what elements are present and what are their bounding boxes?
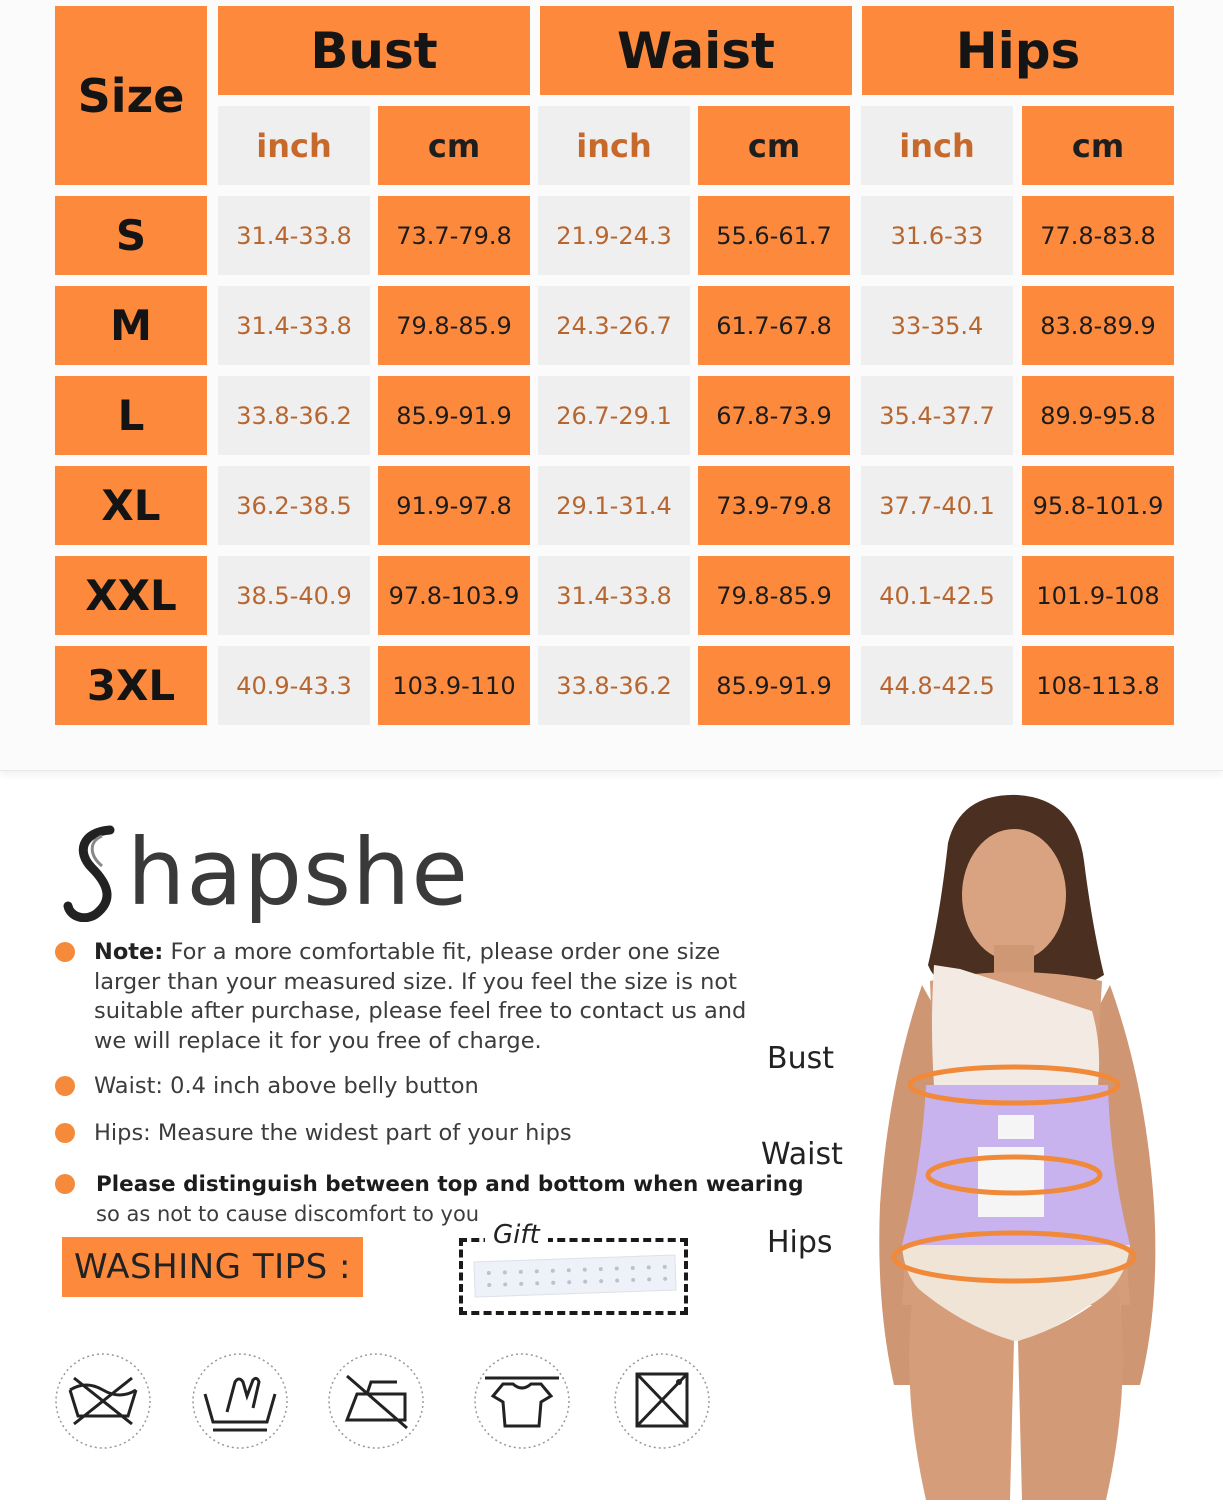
- table-cell: 31.4-33.8: [218, 286, 370, 365]
- note-item-hips: [55, 1119, 572, 1149]
- unit-header-cm: cm: [698, 106, 850, 185]
- table-cell: 33.8-36.2: [218, 376, 370, 455]
- table-cell: 85.9-91.9: [698, 646, 850, 725]
- note-waist: Waist: 0.4 inch above belly button: [94, 1073, 479, 1099]
- table-cell: 40.9-43.3: [218, 646, 370, 725]
- do-not-machine-wash-icon: [54, 1352, 152, 1450]
- unit-header-cm: cm: [378, 106, 530, 185]
- brand-logo: [62, 812, 482, 932]
- size-label: M: [55, 286, 207, 365]
- table-cell: 73.7-79.8: [378, 196, 530, 275]
- bullet-dot-icon: [55, 1076, 75, 1096]
- note-line-3: suitable after purchase, please feel free to contact us and: [94, 998, 747, 1024]
- note-hips: Hips: Measure the widest part of your hips: [94, 1120, 572, 1146]
- note-line-2: larger than your measured size. If you feel the size is not: [94, 968, 737, 995]
- table-cell: 108-113.8: [1022, 646, 1174, 725]
- gift-label: Gift: [485, 1220, 548, 1250]
- table-cell: 89.9-95.8: [1022, 376, 1174, 455]
- bullet-dot-icon: [55, 1174, 75, 1194]
- group-header-waist: Waist: [540, 6, 852, 95]
- unit-header-cm: cm: [1022, 106, 1174, 185]
- hips-label: Hips: [767, 1225, 833, 1260]
- note-distinguish-bold: Please distinguish between top and bottom when wearing: [96, 1172, 804, 1197]
- note-item-sizing: [55, 938, 746, 1056]
- unit-header-inch: inch: [861, 106, 1013, 185]
- bullet-dot-icon: [55, 1123, 75, 1143]
- table-cell: 40.1-42.5: [861, 556, 1013, 635]
- table-cell: 37.7-40.1: [861, 466, 1013, 545]
- table-cell: 95.8-101.9: [1022, 466, 1174, 545]
- note-line-4: we will replace it for you free of charge.: [94, 1027, 542, 1054]
- table-cell: 21.9-24.3: [538, 196, 690, 275]
- note-item-waist: [55, 1072, 479, 1102]
- table-cell: 103.9-110: [378, 646, 530, 725]
- bust-label: Bust: [767, 1041, 834, 1076]
- size-label: 3XL: [55, 646, 207, 725]
- table-cell: 31.4-33.8: [538, 556, 690, 635]
- table-cell: 44.8-42.5: [861, 646, 1013, 725]
- table-cell: 36.2-38.5: [218, 466, 370, 545]
- group-header-hips: Hips: [862, 6, 1174, 95]
- table-cell: 85.9-91.9: [378, 376, 530, 455]
- hand-wash-icon: [191, 1352, 289, 1450]
- bullet-dot-icon: [55, 942, 75, 962]
- table-cell: 31.4-33.8: [218, 196, 370, 275]
- waist-label: Waist: [761, 1137, 843, 1172]
- table-cell: 91.9-97.8: [378, 466, 530, 545]
- table-cell: 83.8-89.9: [1022, 286, 1174, 365]
- note-item-distinguish: [55, 1170, 803, 1229]
- table-cell: 31.6-33: [861, 196, 1013, 275]
- table-cell: 79.8-85.9: [378, 286, 530, 365]
- size-label: S: [55, 196, 207, 275]
- do-not-tumble-dry-icon: [613, 1352, 711, 1450]
- table-cell: 61.7-67.8: [698, 286, 850, 365]
- size-label: XXL: [55, 556, 207, 635]
- table-cell: 35.4-37.7: [861, 376, 1013, 455]
- table-cell: 67.8-73.9: [698, 376, 850, 455]
- do-not-iron-icon: [327, 1352, 425, 1450]
- table-cell: 73.9-79.8: [698, 466, 850, 545]
- hang-dry-icon: [473, 1352, 571, 1450]
- note-line-1: For a more comfortable fit, please order one size: [163, 939, 721, 965]
- table-cell: 101.9-108: [1022, 556, 1174, 635]
- table-cell: 33-35.4: [861, 286, 1013, 365]
- table-cell: 29.1-31.4: [538, 466, 690, 545]
- table-cell: 26.7-29.1: [538, 376, 690, 455]
- table-cell: 79.8-85.9: [698, 556, 850, 635]
- unit-header-inch: inch: [218, 106, 370, 185]
- size-column-header: Size: [55, 6, 207, 185]
- table-cell: 33.8-36.2: [538, 646, 690, 725]
- table-cell: 97.8-103.9: [378, 556, 530, 635]
- table-cell: 55.6-61.7: [698, 196, 850, 275]
- washing-tips-label: WASHING TIPS :: [62, 1237, 363, 1297]
- size-label: L: [55, 376, 207, 455]
- table-cell: 77.8-83.8: [1022, 196, 1174, 275]
- note-distinguish-sub: so as not to cause discomfort to you: [96, 1201, 480, 1226]
- unit-header-inch: inch: [538, 106, 690, 185]
- group-header-bust: Bust: [218, 6, 530, 95]
- size-label: XL: [55, 466, 207, 545]
- hook-extender-image: [473, 1254, 676, 1297]
- table-cell: 38.5-40.9: [218, 556, 370, 635]
- brand-wordmark: hapshe: [127, 818, 469, 926]
- brand-s-swirl-icon: [62, 822, 132, 922]
- table-cell: 24.3-26.7: [538, 286, 690, 365]
- note-label: Note:: [94, 939, 164, 965]
- model-photo: [830, 785, 1200, 1500]
